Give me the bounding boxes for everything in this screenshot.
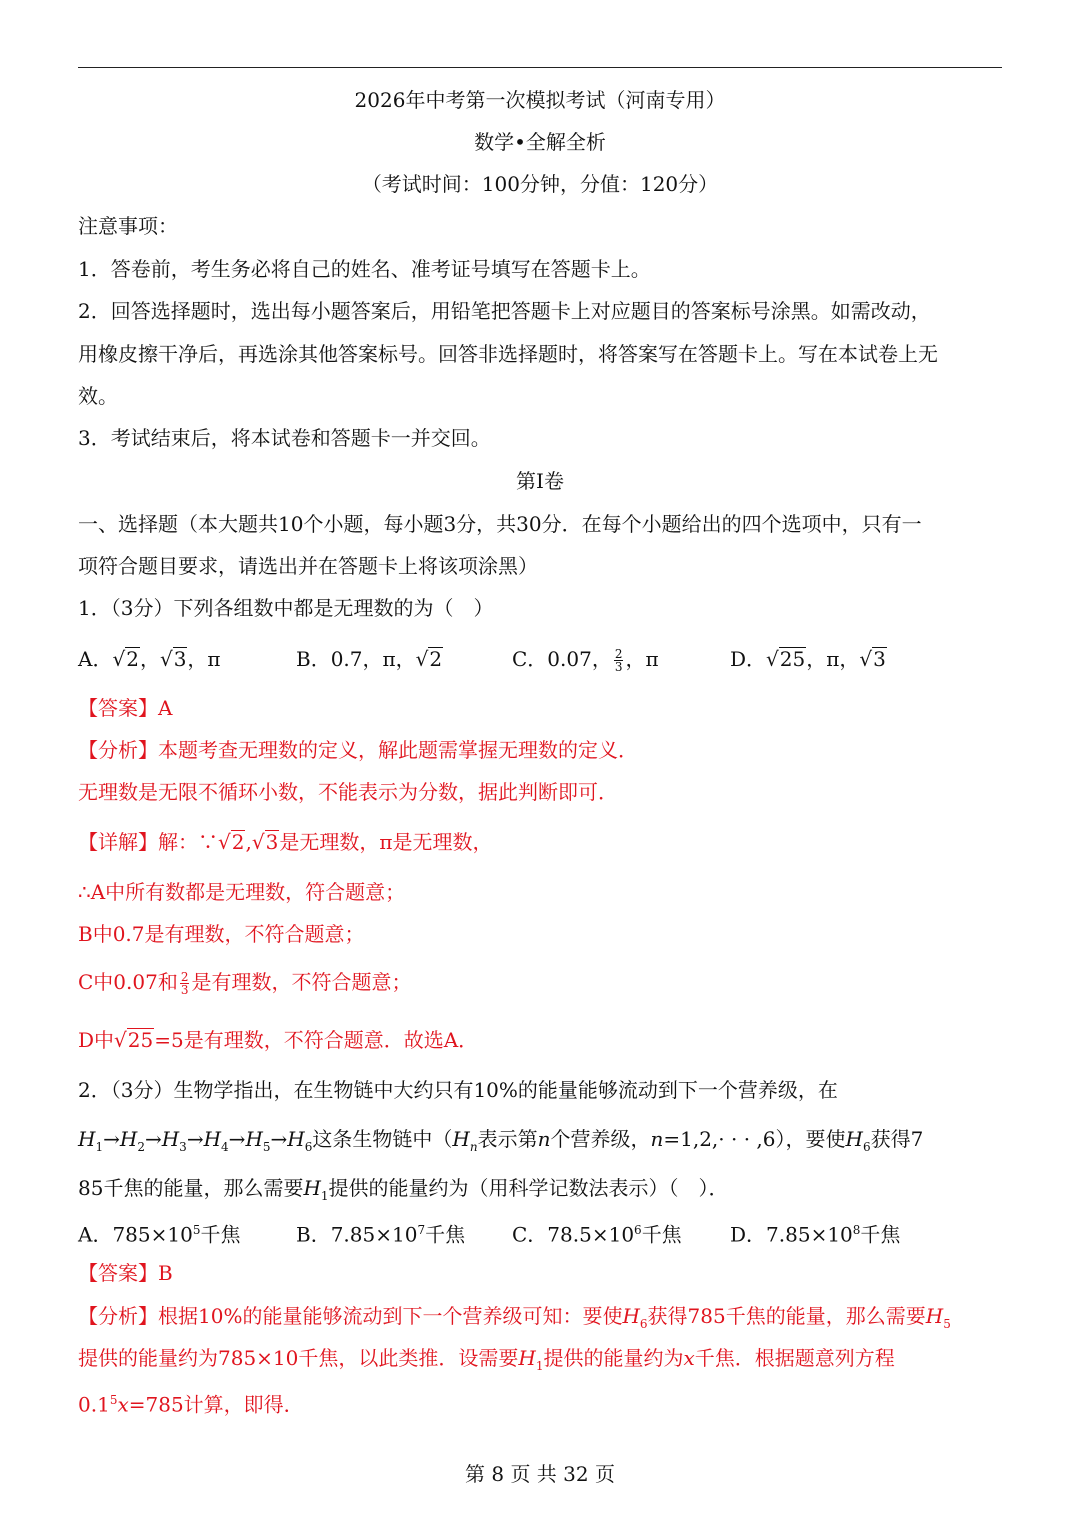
volume-heading: 第I卷 [516,469,564,493]
part-heading-line-1: 一、选择题（本大题共10个小题，每小题3分，共30分．在每个小题给出的四个选项中，只有一 [78,512,922,536]
q1-analysis-line-1: 【分析】本题考查无理数的定义，解此题需掌握无理数的定义． [78,738,638,762]
pi-symbol: π [645,647,659,671]
fraction-two-thirds: $\frac{2}{3}$ [614,647,623,674]
q2-analysis-line-1: 【分析】根据10%的能量能够流动到下一个营养级可知：要使$H_6$获得785千焦的能量，那么需要$H_5$ [78,1304,951,1331]
q2-analysis-line-3: $0.1^5x=785$计算，即得． [78,1392,304,1417]
notice-item-1: 1．答卷前，考生务必将自己的姓名、准考证号填写在答题卡上。 [78,257,651,281]
q1-detail-line-4: C中0.07和 $\frac{2}{3}$ 是有理数，不符合题意； [78,970,412,997]
sqrt-3: √3 [251,830,279,854]
sqrt-3: √3 [159,647,187,671]
sqrt-2: √2 [112,647,139,671]
q1-stem: 1．（3分）下列各组数中都是无理数的为（ ） [78,596,494,620]
sqrt-2: √2 [415,647,443,671]
sqrt-2: √2 [218,830,245,854]
q1-option-d: D．√25，π，√3 [730,647,886,671]
q1-option-d-label: D． [730,647,767,671]
q2-analysis-line-2: 提供的能量约为785×10千焦，以此类推．设需要$H_1$提供的能量约为x千焦．根据题意列方程 [78,1346,895,1373]
notice-item-3: 3．考试结束后，将本试卷和答题卡一并交回。 [78,426,491,450]
q2-option-d: D．$7.85\times 10^8$千焦 [730,1222,901,1247]
q1-option-c: C．0.07， $\frac{2}{3}$ ，π [512,647,659,674]
header-rule [78,67,1002,68]
notice-item-2-line-2: 用橡皮擦干净后，再选涂其他答案标号。回答非选择题时，将答案写在答题卡上。写在本试卷上无 [78,342,938,366]
notice-item-2-line-1: 2．回答选择题时，选出每小题答案后，用铅笔把答题卡上对应题目的答案标号涂黑。如需改动， [78,299,931,323]
q1-option-b [296,645,443,673]
q2-option-c: C．$78.5\times 10^6$千焦 [512,1222,682,1247]
q2-option-b: B．$7.85\times 10^7$千焦 [296,1222,466,1247]
q1-detail-line-1: 【详解】解：∵√2,√3是无理数，π是无理数， [78,830,493,854]
q1-option-c-label: C．0.07， [512,647,612,671]
page-subtitle: 数学•全解全析 [474,130,606,154]
part-heading-line-2: 项符合题目要求，请选出并在答题卡上将该项涂黑） [78,554,538,578]
page-footer: 第 8 页 共 32 页 [465,1462,615,1486]
page-title: 2026年中考第一次模拟考试（河南专用） [354,88,726,112]
q2-stem-line-3: 85千焦的能量，那么需要$H_1$提供的能量约为（用科学记数法表示）（ ）． [78,1176,729,1203]
sqrt-25: √25 [114,1028,154,1052]
notice-heading: 注意事项： [78,214,178,238]
q1-option-b-label: B．0.7，π， [296,647,416,671]
q1-option-a-label: A． [78,647,113,671]
sqrt-25: √25 [766,647,806,671]
q1-detail-line-3: B中0.7是有理数，不符合题意； [78,922,365,946]
q2-option-a: A．$785\times 10^5$千焦 [78,1222,241,1247]
notice-item-2-line-3: 效。 [78,384,118,408]
q1-answer: 【答案】A [78,696,173,720]
pi-symbol: π [826,647,840,671]
q2-stem-line-1: 2．（3分）生物学指出，在生物链中大约只有10%的能量能够流动到下一个营养级，在 [78,1078,838,1102]
pi-symbol: π [207,647,221,671]
q1-option-a: A．√2，√3，π [78,647,221,671]
q2-answer: 【答案】B [78,1261,173,1285]
q1-detail-line-5: D中√25=5是有理数，不符合题意．故选A． [78,1028,479,1052]
q1-detail-line-2: ∴A中所有数都是无理数，符合题意； [78,880,406,904]
q2-stem-line-2: $H_1\to H_2\to H_3\to H_4\to H_5\to H_6$这条生物链中（$H_n$表示第n个营养级，n=1,2,· · · ,6），要使$H_6$获得7 [78,1127,924,1154]
fraction-two-thirds: $\frac{2}{3}$ [180,970,189,997]
q1-analysis-line-2: 无理数是无限不循环小数，不能表示为分数，据此判断即可． [78,780,618,804]
exam-info: （考试时间：100分钟，分值：120分） [361,172,719,196]
sqrt-3: √3 [859,647,886,671]
